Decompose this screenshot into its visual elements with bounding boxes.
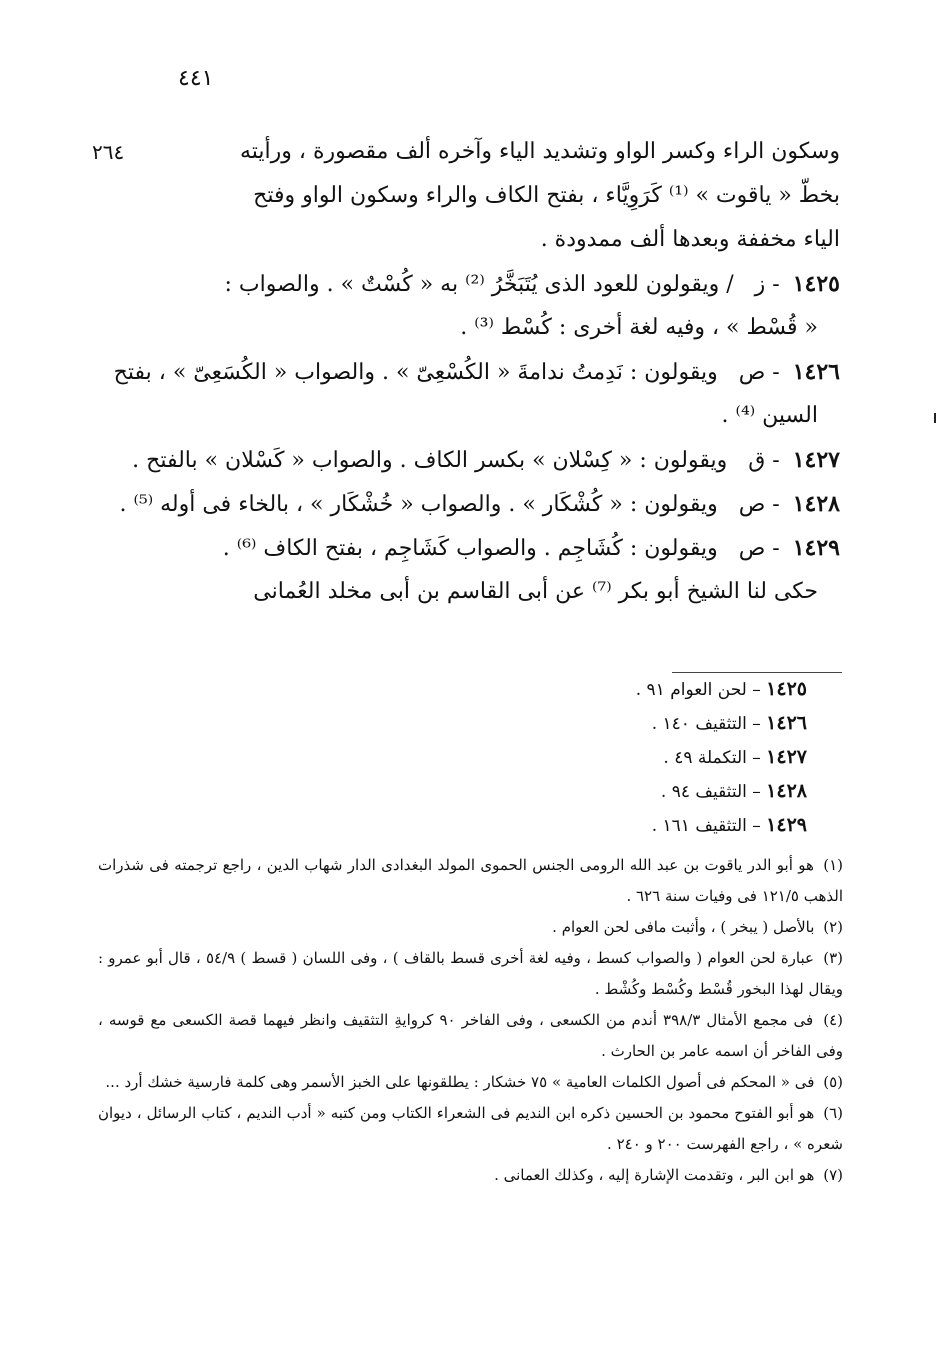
reference-text: – التثقيف ١٤٠ . [651, 714, 761, 734]
reference-number: ١٤٢٩ [766, 814, 807, 836]
footnote-mark: (٥) [823, 1073, 843, 1091]
entry-number: ١٤٢٧ [792, 447, 840, 473]
footnote [98, 1098, 843, 1160]
scan-mark [934, 413, 936, 423]
entry-text: ويقولون : « كِسْلان » بكسر الكاف . والصواب « كَسْلان » بالفتح . [132, 448, 728, 473]
reference-number: ١٤٢٧ [766, 746, 807, 768]
entry-text-continuation: السين ⁽⁴⁾ . [721, 403, 818, 428]
reference-number: ١٤٢٦ [766, 712, 807, 734]
footnote [98, 912, 843, 943]
reference-item [652, 808, 807, 842]
reference-text: – التثقيف ١٦١ . [651, 816, 761, 836]
entry-1427 [132, 438, 840, 482]
footnote-mark: (٣) [823, 949, 843, 967]
entry-source: - ق [748, 448, 780, 473]
entry-text: ويقولون : « كُشْكَار » . والصواب « خُشْكَار » ، بالخاء فى أوله ⁽⁵⁾ . [119, 492, 718, 517]
footnote [98, 1005, 843, 1067]
entry-text-continuation: « قُسْط » ، وفيه لغة أخرى : كُسْط ⁽³⁾ . [460, 315, 818, 340]
reference-item [652, 706, 807, 740]
margin-reference: ٢٦٤ [92, 140, 125, 164]
entry-1426 [114, 350, 840, 394]
reference-item [661, 774, 807, 808]
footnote-text: فى « المحكم فى أصول الكلمات العامية » ٧٥ خشكار : يطلقونها على الخبز الأسمر وهى كلمة فارسية خشك أرد ... [105, 1073, 815, 1091]
entry-source: - ص [738, 492, 780, 517]
reference-text: – لحن العوام ٩١ . [635, 680, 761, 700]
entry-text: / ويقولون للعود الذى يُتَبَخَّرُ ⁽²⁾ به « كُسْتٌ » . والصواب : [224, 272, 734, 297]
entry-1425 [224, 262, 840, 306]
footnote [98, 1160, 843, 1191]
entry-1428 [120, 482, 841, 526]
entry-source: - ص [738, 536, 780, 561]
footnote-mark: (٧) [823, 1166, 843, 1184]
reference-number: ١٤٢٥ [766, 678, 807, 700]
reference-item [636, 672, 807, 706]
reference-text: – التكملة ٤٩ . [663, 748, 761, 768]
reference-number: ١٤٢٨ [766, 780, 807, 802]
page-number: ٤٤١ [178, 66, 214, 91]
entry-1429 [223, 526, 840, 570]
footnote-mark: (٤) [823, 1011, 843, 1029]
footnote-mark: (١) [823, 856, 843, 874]
intro-line: الياء مخففة وبعدها ألف ممدودة . [540, 227, 840, 252]
reference-text: – التثقيف ٩٤ . [660, 782, 761, 802]
entry-number: ١٤٢٦ [792, 359, 840, 385]
footnote-mark: (٦) [823, 1104, 843, 1122]
entry-number: ١٤٢٥ [792, 271, 840, 297]
footnote [98, 943, 843, 1005]
entry-text: ويقولون : كُشَاجِم . والصواب كَشَاجِم ، بفتح الكاف ⁽⁶⁾ . [222, 536, 718, 561]
footnote [98, 1067, 843, 1098]
closing-line: حكى لنا الشيخ أبو بكر ⁽⁷⁾ عن أبى القاسم بن أبى مخلد العُمانى [253, 579, 818, 604]
entry-number: ١٤٢٩ [792, 535, 840, 561]
intro-line: وسكون الراء وكسر الواو وتشديد الياء وآخره ألف مقصورة ، ورأيته [239, 139, 840, 164]
reference-item [663, 740, 807, 774]
footnotes [98, 850, 843, 1191]
entry-text: ويقولون : نَدِمتُ ندامةَ « الكُسْعِىّ » . والصواب « الكُسَعِىّ » ، بفتح [113, 360, 718, 385]
footnote-text: هو ابن البر ، وتقدمت الإشارة إليه ، وكذلك العمانى . [494, 1166, 815, 1184]
footnote-mark: (٢) [823, 918, 843, 936]
intro-line: بخطّ « ياقوت » ⁽¹⁾ كَرَوِيَّاء ، بفتح الكاف والراء وسكون الواو وفتح [253, 183, 840, 208]
footnote [98, 850, 843, 912]
footnote-text: هو أبو الدر ياقوت بن عبد الله الرومى الجنس الحموى المولد البغدادى الدار شهاب الدين ، راجع ترجمته فى شذرات الذهب ١٢١/٥ فى وفيات سنة ٦٢٦ . [98, 856, 843, 905]
entry-source: - ز [754, 272, 780, 297]
footnote-text: هو أبو الفتوح محمود بن الحسين ذكره ابن النديم فى الشعراء الكتاب ومن كتبه « أدب النديم ، كتاب الرسائل ، ديوان شعره » ، راجع الفهرست ٢٠٠ و ٢٤٠ . [98, 1104, 843, 1153]
footnote-text: فى مجمع الأمثال ٣٩٨/٣ أندم من الكسعى ، وفى الفاخر ٩٠ كروايةِ التثقيف وانظر فيهما قصة الكسعى مع قوسه ، وفى الفاخر أن اسمه عامر بن الحارث . [98, 1011, 843, 1060]
entry-source: - ص [738, 360, 780, 385]
footnote-text: عبارة لحن العوام ( والصواب كسط ، وفيه لغة أخرى قسط بالقاف ) ، وفى اللسان ( قسط ) ٥٤/٩ ، قال أبو عمرو : ويقال لهذا البخور قُسْط وكُسْط وكُشْط . [98, 949, 843, 998]
entry-number: ١٤٢٨ [792, 491, 840, 517]
footnote-text: بالأصل ( يبخر ) ، وأثبت مافى لحن العوام . [552, 918, 815, 936]
